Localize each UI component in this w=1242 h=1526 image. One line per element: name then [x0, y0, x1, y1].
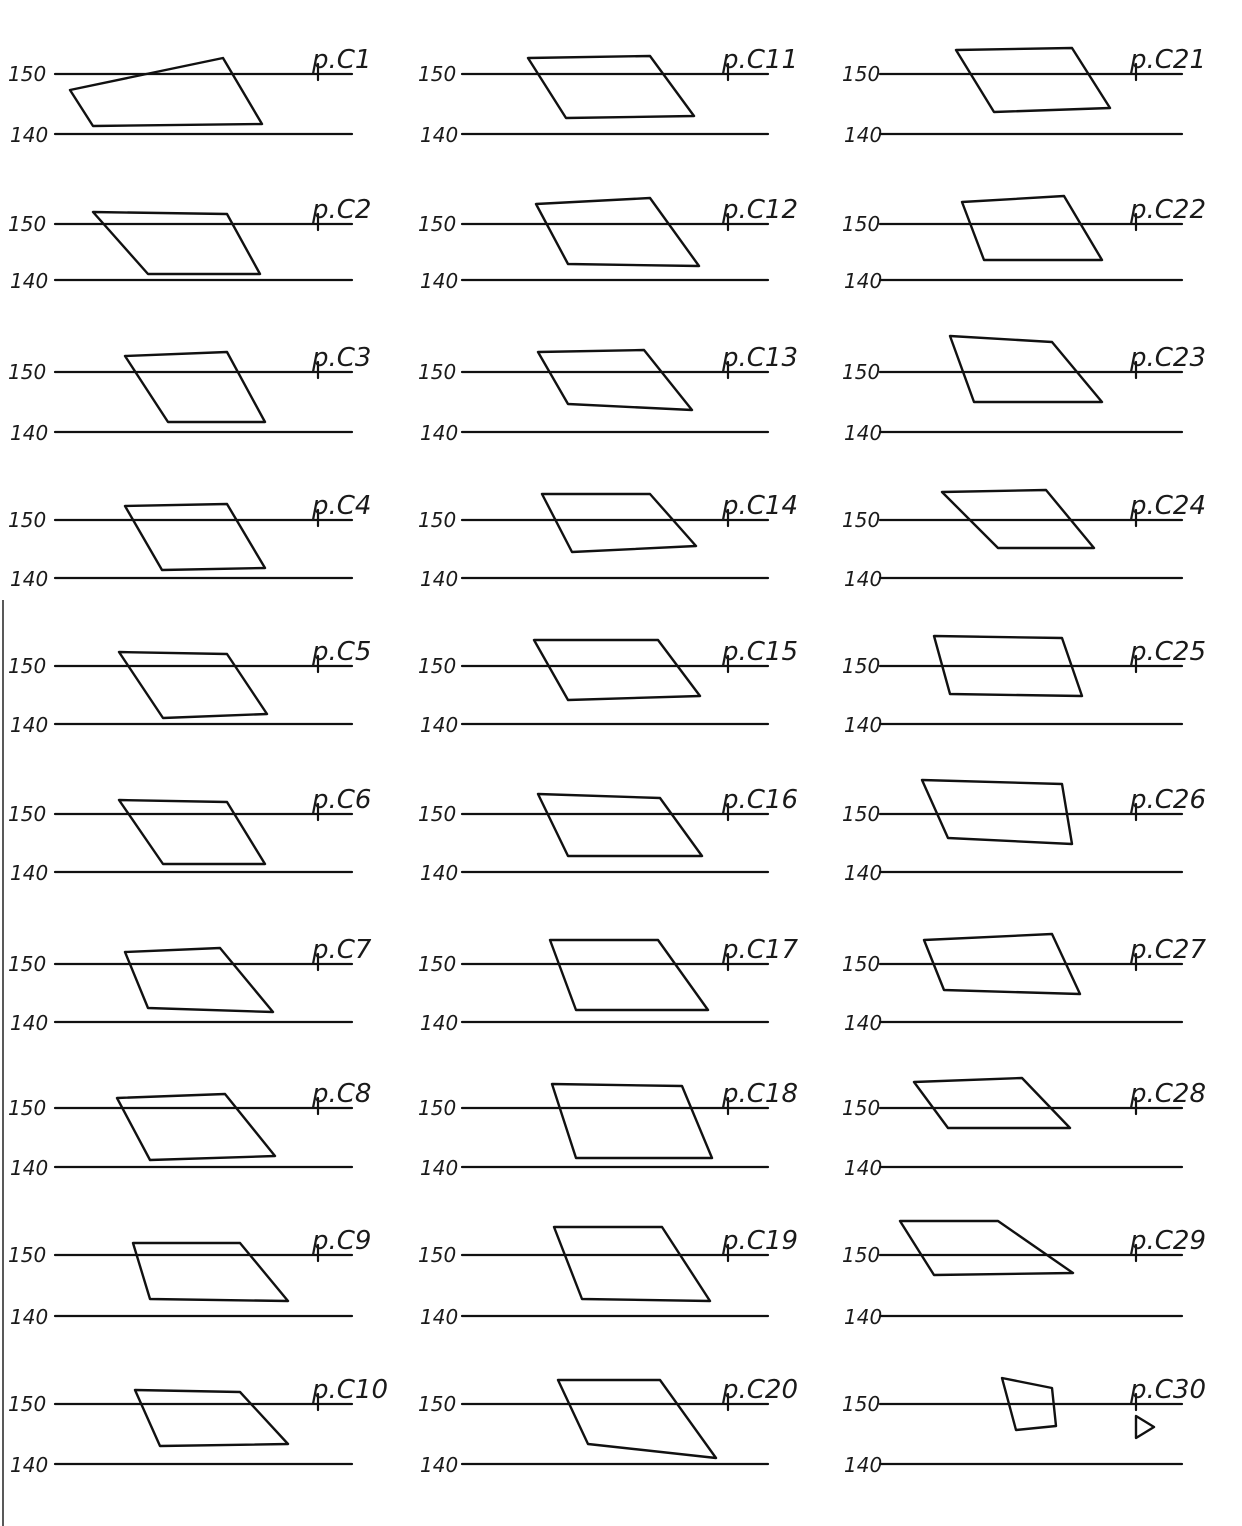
level-upper-label: 150: [8, 1096, 47, 1120]
level-upper-label: 150: [842, 1392, 881, 1416]
panel-label: p.C13: [722, 343, 799, 373]
level-lower-label: 140: [420, 1156, 459, 1180]
panel-label: p.C21: [1130, 45, 1207, 75]
panel-label: p.C7: [312, 935, 372, 965]
level-upper-label: 150: [8, 654, 47, 678]
level-lower-label: 140: [844, 1305, 883, 1329]
level-upper-label: 150: [418, 952, 457, 976]
level-lower-label: 140: [420, 861, 459, 885]
panel-label: p.C19: [722, 1226, 799, 1256]
level-lower-label: 140: [10, 269, 49, 293]
level-lower-label: 140: [844, 713, 883, 737]
level-lower-label: 140: [420, 421, 459, 445]
panel-label: p.C12: [722, 195, 799, 225]
level-lower-label: 140: [844, 421, 883, 445]
level-upper-label: 150: [842, 508, 881, 532]
level-lower-label: 140: [844, 1453, 883, 1477]
panel-label: p.C26: [1130, 785, 1207, 815]
level-upper-label: 150: [8, 212, 47, 236]
level-lower-label: 140: [420, 123, 459, 147]
level-upper-label: 150: [418, 1096, 457, 1120]
level-upper-label: 150: [842, 1243, 881, 1267]
panel-label: p.C16: [722, 785, 799, 815]
level-lower-label: 140: [420, 1305, 459, 1329]
level-lower-label: 140: [10, 567, 49, 591]
level-lower-label: 140: [420, 1453, 459, 1477]
level-upper-label: 150: [8, 1392, 47, 1416]
level-upper-label: 150: [842, 360, 881, 384]
level-upper-label: 150: [8, 802, 47, 826]
level-lower-label: 140: [844, 123, 883, 147]
level-lower-label: 140: [844, 861, 883, 885]
level-upper-label: 150: [842, 1096, 881, 1120]
level-lower-label: 140: [10, 123, 49, 147]
level-lower-label: 140: [10, 1011, 49, 1035]
panel-label: p.C3: [312, 343, 372, 373]
panel-label: p.C23: [1130, 343, 1207, 373]
level-lower-label: 140: [10, 421, 49, 445]
level-upper-label: 150: [8, 360, 47, 384]
level-upper-label: 150: [842, 654, 881, 678]
panel-label: p.C27: [1130, 935, 1207, 965]
level-lower-label: 140: [844, 567, 883, 591]
level-upper-label: 150: [418, 1243, 457, 1267]
level-lower-label: 140: [844, 1156, 883, 1180]
panel-label: p.C25: [1130, 637, 1207, 667]
panel-label: p.C24: [1130, 491, 1207, 521]
level-upper-label: 150: [418, 802, 457, 826]
level-upper-label: 150: [842, 952, 881, 976]
panel-label: p.C22: [1130, 195, 1207, 225]
level-lower-label: 140: [420, 269, 459, 293]
level-lower-label: 140: [10, 1305, 49, 1329]
panel-label: p.C5: [312, 637, 372, 667]
level-upper-label: 150: [8, 1243, 47, 1267]
panel-label: p.C10: [312, 1375, 389, 1405]
level-lower-label: 140: [844, 269, 883, 293]
level-upper-label: 150: [418, 360, 457, 384]
panel-label: p.C4: [312, 491, 372, 521]
level-lower-label: 140: [10, 1156, 49, 1180]
level-upper-label: 150: [418, 212, 457, 236]
panel-label: p.C30: [1130, 1375, 1207, 1405]
panel-label: p.C20: [722, 1375, 799, 1405]
level-upper-label: 150: [8, 952, 47, 976]
panel-label: p.C14: [722, 491, 799, 521]
level-upper-label: 150: [842, 62, 881, 86]
level-lower-label: 140: [10, 713, 49, 737]
panel-label: p.C18: [722, 1079, 799, 1109]
level-upper-label: 150: [8, 508, 47, 532]
panel-label: p.C1: [312, 45, 372, 75]
panel-label: p.C15: [722, 637, 799, 667]
level-lower-label: 140: [10, 1453, 49, 1477]
level-upper-label: 150: [418, 62, 457, 86]
panel-label: p.C11: [722, 45, 799, 75]
panel-label: p.C17: [722, 935, 799, 965]
level-lower-label: 140: [844, 1011, 883, 1035]
level-upper-label: 150: [418, 1392, 457, 1416]
panel-label: p.C2: [312, 195, 372, 225]
panel-label: p.C6: [312, 785, 372, 815]
level-lower-label: 140: [10, 861, 49, 885]
level-upper-label: 150: [418, 654, 457, 678]
panel-label: p.C28: [1130, 1079, 1207, 1109]
level-lower-label: 140: [420, 567, 459, 591]
panel-label: p.C29: [1130, 1226, 1207, 1256]
level-lower-label: 140: [420, 1011, 459, 1035]
level-upper-label: 150: [842, 212, 881, 236]
panel-label: p.C8: [312, 1079, 372, 1109]
panel-label: p.C9: [312, 1226, 372, 1256]
level-lower-label: 140: [420, 713, 459, 737]
level-upper-label: 150: [418, 508, 457, 532]
level-upper-label: 150: [842, 802, 881, 826]
level-upper-label: 150: [8, 62, 47, 86]
